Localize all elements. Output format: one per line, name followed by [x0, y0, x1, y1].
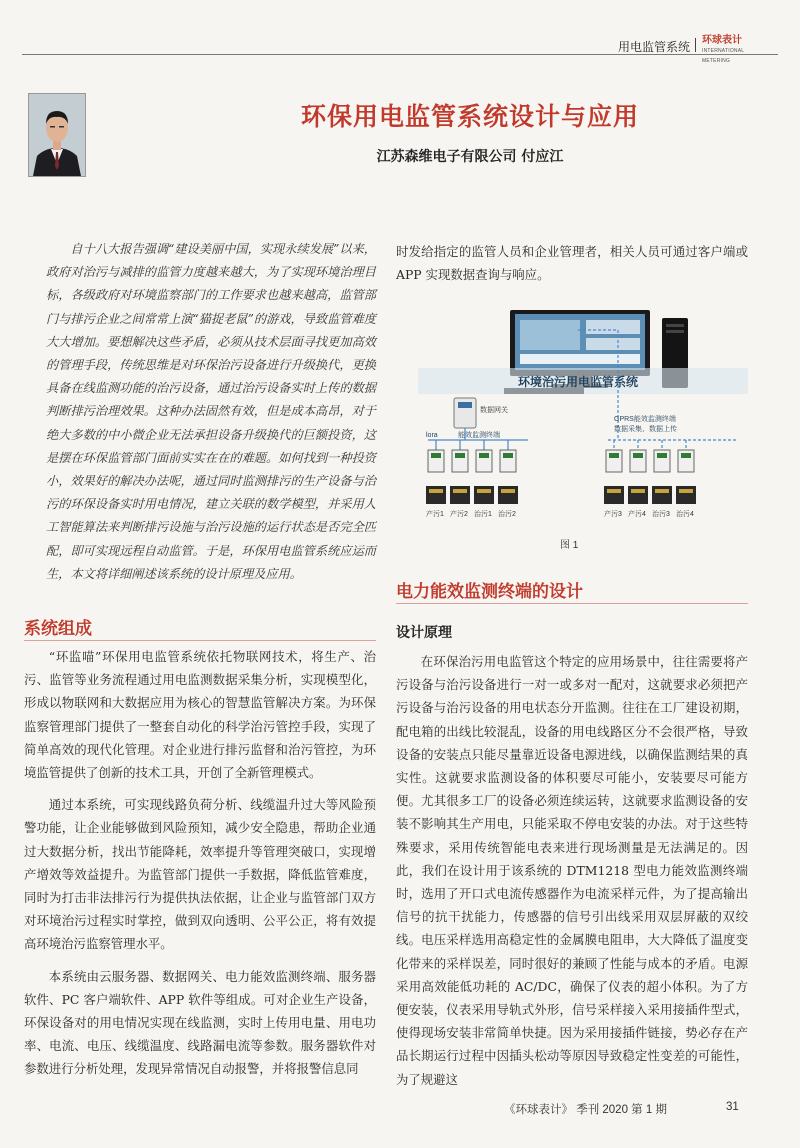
diagram-title: 环境治污用电监管系统 — [518, 375, 639, 389]
device-label: 治污3 — [652, 511, 670, 518]
article-author: 江苏森维电子有限公司 付应江 — [376, 149, 564, 165]
meter-group-left — [426, 450, 518, 504]
figure-caption: 图 1 — [560, 540, 579, 551]
running-header-section: 用电监管系统 — [617, 40, 690, 54]
right-column-top-text — [396, 240, 748, 286]
gprs-terminal-sublabel: 数据采集、数据上传 — [614, 426, 677, 433]
body-paragraph: 在环保治污用电监管这个特定的应用场景中，往往需要将产污设备与治污设备进行一对一或多对一配对，这就要求必须把产污设备与治污设备的用电状态分开监测。往往在工厂建设初期，配电箱的出线比较混乱，设备的用电线路区分不会很严格，导致设备的安装点只能尽量靠近设备电源进线，以确保监测结果的真实性。这就要求监测设备的体积要尽可能小，安装要尽可能方便。尤其很多工厂的设备必须连续运转，这就要求监测设备的安装不影响其生产用电，只能采取不停电安装的办法。对于这些特殊要求，采用传统智能电表来进行现场测量是无法满足的。因此，我们在设计用于该系统的 DTM1218 型电力能效监测终端时，选用了开口式电流传感器作为电流采样元件，为了提高输出信号的抗干扰能力，传感器的信号引出线采用双层屏蔽的双绞线。电压采样选用高稳定性的金属膜电阻串，大大降低了温度变化带来的采样误差，同时很好的兼顾了性能与成本的矛盾。电源采用高效能低功耗的 AC/DC，确保了仪表的超小体积。为了方便安装，仪表采用导轨式外形，信号采样接入采用接插件型式，使得现场安装非常简单快捷。因为采用接插件链接，势必存在产品长期运行过程中因插头松动等原因导致稳定性变差的可能性，为了规避这 — [396, 654, 748, 1087]
left-column-body — [24, 645, 376, 1081]
device-label: 治污2 — [498, 511, 516, 518]
body-paragraph: 通过本系统，可实现线路负荷分析、线缆温升过大等风险预警功能，让企业能够做到风险预知，减少安全隐患，帮助企业通过大数据分析，找出节能降耗，效率提升等管理突破口，实现增产增效等效益提升。为监管部门提供一手数据，降低监管难度，同时为打击非法排污行为提供执法依据，让企业与监管部门双方对环境治污过程实时掌控，做到双向透明、公平公正，将有效提高环境治污监察管理水平。 — [24, 797, 376, 952]
device-label: 治污4 — [676, 511, 694, 518]
page-number: 31 — [726, 1101, 739, 1113]
right-column-body — [396, 650, 748, 1091]
lora-label: lora — [426, 432, 438, 439]
article-abstract — [46, 238, 376, 586]
meter-group-right — [604, 450, 696, 504]
abstract-paragraph: 自十八大报告强调“建设美丽中国，实现永续发展”以来，政府对治污与减排的监管力度越来越大，为了实现环境治理目标，各级政府对环境监察部门的工作要求也越来越高，监管部门与排污企业之间常常上演“猫捉老鼠”的游戏，导致监管难度大大增加。要想解决这些矛盾，必须从技术层面寻找更加高效的管理手段，传统思维是对环保治污设备进行升级换代，更换具备在线监测功能的治污设备，通过治污设备实时上传的数据判断排污治理效果。这种办法固然有效，但是成本高昂，对于绝大多数的中小微企业无法承担设备升级换代的巨额投资，这是摆在环保监管部门面前实实在在的难题。如何找到一种投资小，效果好的解决办法呢，通过同时监测排污的生产设备与治污的环保设备实时用电情况，建立关联的数学模型，并采用人工智能算法来判断排污设施与治污设施的运行状态是否完全匹配，即可实现远程自动监管。于是，环保用电监管系统应运而生，本文将详细阐述该系统的设计原理及应用。 — [46, 242, 376, 581]
section-rule — [24, 640, 376, 641]
journal-logo — [702, 36, 760, 66]
figure-system-diagram — [418, 300, 748, 540]
author-portrait — [28, 93, 86, 177]
header-divider — [695, 38, 696, 52]
body-paragraph-continued: 时发给指定的监管人员和企业管理者，相关人员可通过客户端或 APP 实现数据查询与响应。 — [396, 244, 748, 283]
gprs-terminal-label: GPRS能效监测终端 — [614, 416, 676, 423]
body-paragraph: “环监喵”环保用电监管系统依托物联网技术，将生产、治污、监管等业务流程通过用电监测数据采集分析，实现模型化，形成以物联网和大数据应用为核心的智慧监管解决方案。为环保监察管理部门提供了一整套自动化的科学治污管控手段，实现了简单高效的现代化管理。对企业进行排污监督和治污管控，为环境监管提供了创新的技术工具，开创了全新管理模式。 — [24, 649, 376, 781]
portrait-illustration — [29, 94, 85, 176]
section-heading-terminal-design: 电力能效监测终端的设计 — [396, 582, 583, 602]
header-rule — [22, 54, 778, 55]
body-paragraph: 本系统由云服务器、数据网关、电力能效监测终端、服务器软件、PC 客户端软件、APP 软件等组成。可对企业生产设备，环保设备对的用电情况实现在线监测，实时上传用电量、用电功率、电流、电压、线缆温度、线路漏电流等参数。服务器软件对参数进行分析处理，发现异常情况自动报警，并将报警信息同 — [24, 968, 376, 1077]
left-terminal-label: 能效监测终端 — [458, 432, 500, 439]
journal-logo-text: 环球表计 — [702, 35, 742, 46]
device-label: 产污3 — [604, 511, 622, 518]
article-title: 环保用电监管系统设计与应用 — [300, 102, 639, 131]
footer-journal-info: 《环球表计》 季刊 2020 第 1 期 — [504, 1104, 667, 1116]
device-label: 产污2 — [450, 511, 468, 518]
device-label: 治污1 — [474, 511, 492, 518]
device-label: 产污4 — [628, 511, 646, 518]
gateway-label: 数据网关 — [480, 407, 508, 414]
system-diagram — [418, 300, 748, 540]
gateway-icon — [454, 398, 476, 428]
section-rule — [396, 603, 748, 604]
device-label: 产污1 — [426, 511, 444, 518]
journal-logo-subtext: INTERNATIONAL METERING — [702, 48, 745, 64]
section-heading-system-composition: 系统组成 — [24, 619, 92, 639]
subsection-heading-design-principle: 设计原理 — [396, 625, 452, 641]
